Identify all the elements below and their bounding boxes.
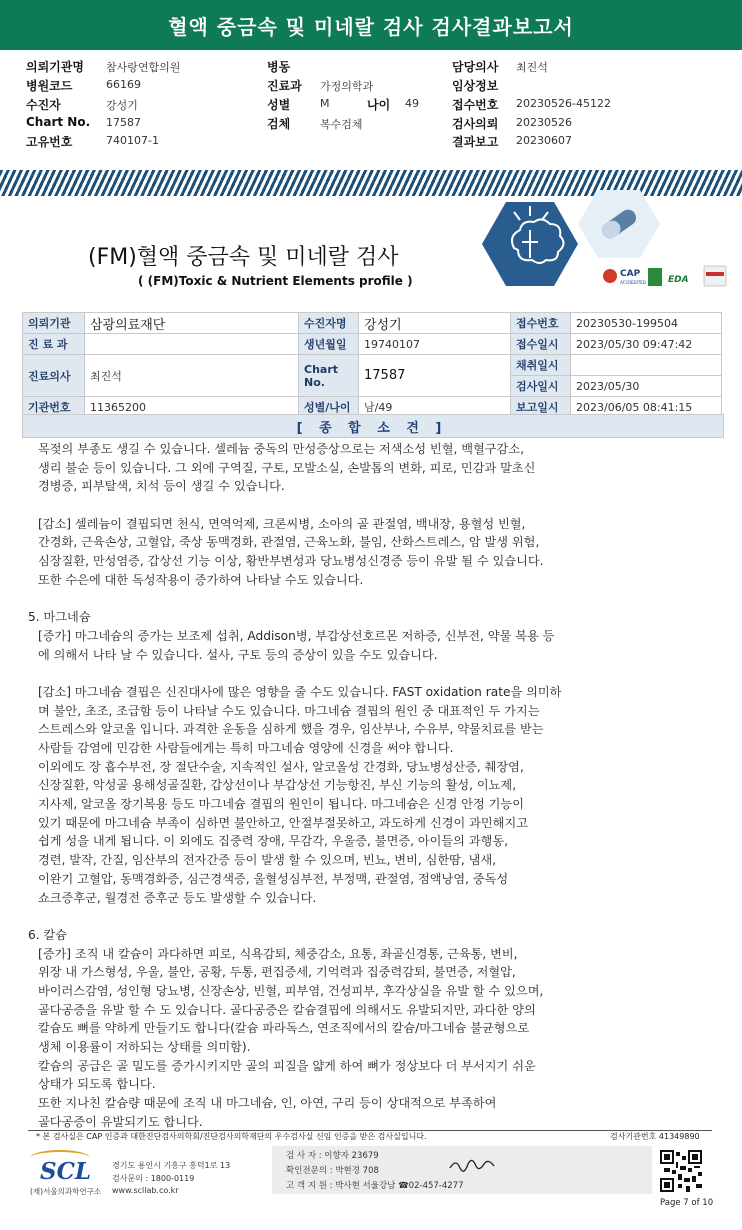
summary-line: 골다공증을 유발 할 수 도 있습니다. 골다공증은 칼슘결핍에 의해서도 유발되지만, 과다한 양의 — [38, 1002, 536, 1017]
table-value: 2023/05/30 — [571, 376, 722, 397]
summary-line: 생리 불순 등이 있습니다. 그 외에 구역질, 구토, 모발소실, 손발톱의 변화, 피로, 민감과 말초신 — [38, 460, 536, 475]
summary-line: [증가] 조직 내 칼슘이 과다하면 피로, 식욕감퇴, 체중감소, 요통, 좌골신경통, 근육통, 변비, — [38, 946, 518, 961]
summary-line: 이외에도 장 흡수부전, 장 절단수술, 지속적인 설사, 알코올성 간경화, 당뇨병성산증, 췌장염, — [38, 759, 524, 774]
outer-label: 병동 — [267, 60, 291, 74]
table-value: 19740107 — [359, 334, 511, 355]
table-value — [85, 334, 299, 355]
page-number: Page 7 of 10 — [660, 1198, 714, 1208]
table-row — [23, 334, 722, 355]
report-banner-title: 혈액 중금속 및 미네랄 검사 검사결과보고서 — [168, 15, 574, 39]
outer-value: 66169 — [106, 78, 141, 91]
outer-label: 검사의뢰 — [452, 117, 499, 131]
summary-line: 칼슘도 뼈를 약하게 만들기도 합니다(칼슘 파라독스, 연조직에서의 칼슘/마그네슘 불균형으로 — [38, 1021, 530, 1036]
staff-line: 검 사 자 : 이향자 23679 — [286, 1151, 379, 1161]
summary-line: [감소] 마그네슘 결핍은 신진대사에 많은 영향을 줄 수도 있습니다. FAST oxidation rate을 의미하 — [38, 684, 562, 699]
summary-line: 있기 때문에 마그네슘 부족이 심하면 불안하고, 안절부절못하고, 과도하게 신경이 과민해지고 — [38, 815, 528, 830]
summary-line: 경병증, 피부탈색, 치석 등이 생길 수 있습니다. — [38, 479, 285, 494]
outer-value: 17587 — [106, 116, 141, 129]
outer-label: 임상정보 — [452, 79, 499, 93]
eda-logo-text: EDA — [668, 275, 689, 285]
outer-label: 결과보고 — [452, 135, 499, 149]
summary-line: 목젖의 부종도 생길 수 있습니다. 셀레늄 중독의 만성증상으로는 저색소성 빈혈, 백혈구감소, — [38, 442, 524, 456]
section-heading: 6. 칼슘 — [28, 927, 68, 942]
summary-line: 간경화, 근육손상, 고혈압, 죽상 동맥경화, 관절염, 근육노화, 불임, 산화스트레스, 암 발생 위험, — [38, 535, 540, 550]
table-value: 남/49 — [359, 397, 511, 418]
summary-line: 이완기 고혈압, 동맥경화증, 심근경색증, 울혈성심부전, 부정맥, 관절염, 점액낭염, 중독성 — [38, 871, 509, 886]
summary-line: 상태가 되도록 합니다. — [38, 1077, 156, 1092]
summary-line: 골다공증이 유발되기도 합니다. — [38, 1114, 203, 1129]
table-label: 기관번호 — [23, 397, 85, 418]
summary-line: 또한 지나친 칼슘량 때문에 조직 내 마그네슘, 인, 아연, 구리 등이 상대적으로 부족하여 — [38, 1096, 497, 1111]
outer-label: 검체 — [267, 117, 291, 131]
outer-label: 접수번호 — [452, 98, 499, 112]
summary-body — [28, 440, 708, 1131]
qr-code-icon — [660, 1150, 702, 1192]
summary-line: [증가] 마그네슘의 증가는 보조제 섭취, Addison병, 부갑상선호르몬 저하증, 신부전, 약물 복용 등 — [38, 628, 555, 643]
table-label: 보고일시 — [511, 397, 571, 418]
table-label: 접수일시 — [511, 334, 571, 355]
table-label: 성별/나이 — [299, 397, 359, 418]
outer-label: 나이 — [367, 98, 391, 112]
table-value: 2023/06/05 08:41:15 — [571, 397, 722, 418]
summary-line: 경련, 발작, 간질, 임산부의 전자간증 등이 발생 할 수 있으며, 빈뇨, 변비, 심한땀, 냄새, — [38, 853, 497, 868]
outer-label: 고유번호 — [26, 135, 73, 149]
table-value: 11365200 — [85, 397, 299, 418]
outer-label: 의뢰기관명 — [26, 60, 84, 74]
outer-label: 병원코드 — [26, 79, 73, 93]
paragraph-gap — [38, 590, 708, 609]
table-value: 17587 — [359, 355, 511, 397]
section-heading: 5. 마그네슘 — [28, 610, 91, 625]
table-label: 수진자명 — [299, 313, 359, 334]
table-value — [571, 355, 722, 376]
outer-value: 가정의학과 — [320, 80, 374, 93]
staff-line: 확인전문의 : 박현경 708 — [286, 1166, 379, 1176]
table-label: Chart No. — [299, 355, 359, 397]
footer-note: * 본 검사실은 CAP 인증과 대한진단검사의학회/진단검사의학재단의 우수검사실 신임 인증을 받은 검사실입니다. — [36, 1132, 427, 1141]
summary-line: 쉽게 성을 내게 됩니다. 이 외에도 집중력 장애, 무감각, 우울증, 불면증, 아이들의 과행동, — [38, 834, 509, 849]
summary-line: 며 불안, 초조, 조급함 등이 나타날 수도 있습니다. 마그네슘 결핍의 원인 중 대표적인 두 가지는 — [38, 703, 540, 718]
summary-line: 또한 수은에 대한 독성작용이 증가하여 나타날 수도 있습니다. — [38, 572, 364, 587]
table-label: 채취일시 — [511, 355, 571, 376]
outer-label: Chart No. — [26, 115, 91, 129]
summary-line: 스트레스와 알코올 입니다. 과격한 운동을 심하게 했을 경우, 임산부나, 수유부, 약물치료를 받는 — [38, 722, 544, 737]
table-label: 접수번호 — [511, 313, 571, 334]
cert-logos — [603, 266, 726, 286]
table-label: 생년월일 — [299, 334, 359, 355]
table-value: 최진석 — [85, 355, 299, 397]
outer-value: M — [320, 97, 330, 110]
table-label: 의뢰기관 — [23, 313, 85, 334]
summary-line: 에 의해서 나타 날 수 있습니다. 설사, 구토 등의 증상이 있을 수도 있습니다. — [38, 647, 438, 662]
outer-value: 강성기 — [106, 99, 138, 112]
table-value: 20230530-199504 — [571, 313, 722, 334]
table-label: 진 료 과 — [23, 334, 85, 355]
report-title: (FM)혈액 중금속 및 미네랄 검사 — [88, 245, 399, 270]
outer-value: 복수검체 — [320, 118, 363, 131]
cap-logo-sub: ACCREDITED — [620, 280, 646, 285]
staff-line: 고 객 지 원 : 박사현 서울강남 ☎02-457-4277 — [286, 1181, 464, 1191]
summary-line: 사람들 감염에 민감한 사람들에게는 특히 마그네슘 영양에 신경을 써야 합니다. — [38, 741, 454, 755]
paragraph-gap — [38, 664, 708, 683]
outer-value: 49 — [405, 97, 419, 110]
hexagon-graphic — [470, 190, 742, 300]
table-row — [23, 313, 722, 334]
table-row — [23, 355, 722, 376]
footer-website: www.scllab.co.kr — [112, 1186, 179, 1195]
scl-logo: SCL — [40, 1158, 92, 1185]
summary-line: 칼슘의 공급은 골 밀도를 증가시키지만 골의 피질을 얇게 하여 뼈가 정상보다 더 부서지기 쉬운 — [38, 1058, 536, 1073]
summary-title: [ 종 합 소 견 ] — [296, 421, 448, 436]
footer-address: 경기도 용인시 기흥구 흥덕1로 13 — [112, 1161, 231, 1170]
table-label: 진료의사 — [23, 355, 85, 397]
outer-value: 740107-1 — [106, 134, 159, 147]
summary-line: [감소] 셀레늄이 결핍되면 천식, 면역억제, 크론씨병, 소아의 골 관절염, 백내장, 용혈성 빈혈, — [38, 516, 526, 531]
summary-line: 생체 이용률이 저하되는 상태를 의미함). — [38, 1040, 251, 1054]
table-value: 2023/05/30 09:47:42 — [571, 334, 722, 355]
outer-value: 20230526 — [516, 116, 572, 129]
outer-label: 진료과 — [267, 79, 302, 93]
outer-label: 수진자 — [26, 98, 61, 112]
footer-phone: 검사문의 : 1800-0119 — [112, 1174, 195, 1183]
outer-value: 20230607 — [516, 134, 572, 147]
outer-value: 최진석 — [516, 61, 548, 74]
paragraph-gap — [38, 496, 708, 515]
summary-line: 심장질환, 만성염증, 갑상선 기능 이상, 황반부변성과 당뇨병성신경증 등이 유발 될 수 있습니다. — [38, 554, 544, 569]
outer-label: 성별 — [267, 98, 291, 112]
outer-value: 20230526-45122 — [516, 97, 611, 110]
outer-value: 참사랑연합의원 — [106, 61, 181, 74]
cap-logo-text: CAP — [620, 269, 641, 279]
table-value: 강성기 — [359, 313, 511, 334]
table-label: 검사일시 — [511, 376, 571, 397]
summary-line: 지사제, 알코올 장기복용 등도 마그네슘 결핍의 원인이 됩니다. 마그네슘은 신경 안정 기능이 — [38, 797, 524, 812]
company-name: (재)서울의과학연구소 — [30, 1187, 102, 1196]
summary-line: 쇼크증후군, 월경전 증후군 등도 발생할 수 있습니다. — [38, 890, 317, 905]
report-subtitle: ( (FM)Toxic & Nutrient Elements profile ) — [138, 274, 413, 288]
table-value: 삼광의료재단 — [85, 313, 299, 334]
summary-line: 위장 내 가스형성, 우울, 불안, 공황, 두통, 편집증세, 기억력과 집중력감퇴, 불면증, 저혈압, — [38, 965, 516, 980]
summary-line: 신장질환, 악성골 용해성골질환, 갑상선이나 부갑상선 기능항진, 부신 기능의 활성, 이뇨제, — [38, 778, 517, 793]
outer-label: 담당의사 — [452, 60, 499, 74]
signature-icon — [448, 1156, 496, 1174]
paragraph-gap — [38, 907, 708, 926]
patient-info-table — [22, 312, 722, 418]
footer-institution-no: 검사기관번호 41349890 — [610, 1132, 700, 1141]
summary-line: 바이러스감염, 성인형 당뇨병, 신장손상, 빈혈, 피부염, 건성피부, 후각상실을 유발 할 수 있으며, — [38, 983, 544, 998]
